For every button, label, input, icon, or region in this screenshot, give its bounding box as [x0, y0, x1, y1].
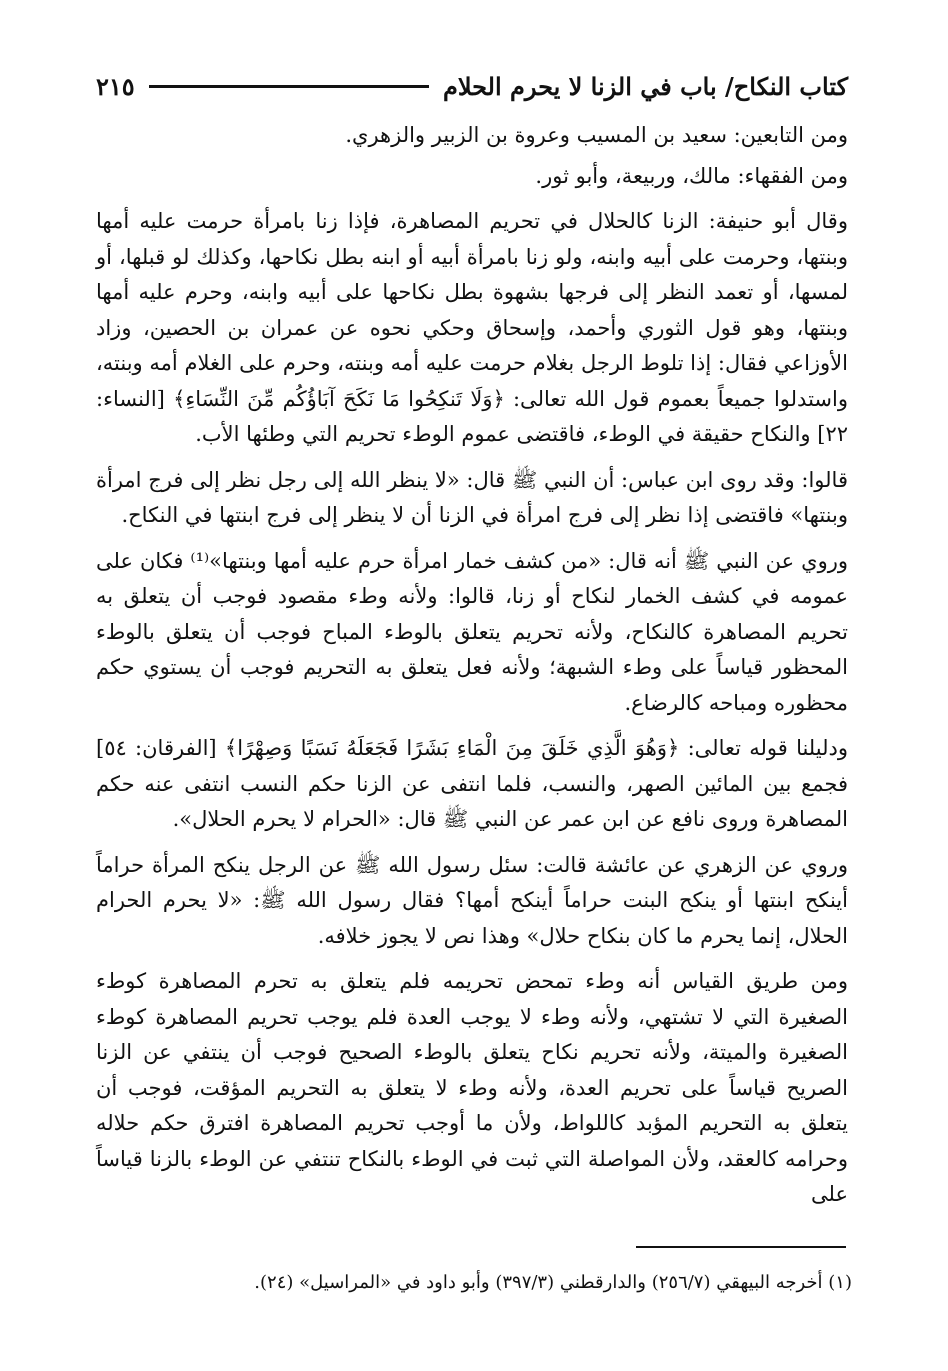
paragraph-abu-hanifa: وقال أبو حنيفة: الزنا كالحلال في تحريم المصاهرة، فإذا زنا بامرأة حرمت عليه أمها وبنتها، وحرمت على أبيه وابنه، ولو زنا بامرأة أبيه أو ابنه بطل نكاحها، وكذلك لو قبلها، أو لمسها، أو تعمد النظر إلى فرجها بشهوة بطل نكاحها على أبيه وابنه، وحرم عليه أمها وبنتها، وهو قول الثوري وأحمد، وإسحاق وحكي نحوه عن عمران بن الحصين، وزاد الأوزاعي فقال: إذا تلوط الرجل بغلام حرمت عليه أمه وبنته، وحرم على الغلام أمه وبنته، واستدلوا جميعاً بعموم قول الله تعالى: ﴿وَلَا تَنكِحُوا مَا نَكَحَ آبَاؤُكُم مِّنَ النِّسَاءِ﴾ [النساء: ٢٢] والنكاح حقيقة في الوطء، فاقتضى عموم الوطء تحريم التي وطئها الأب. — [96, 209, 848, 446]
paragraph-ibn-abbas: قالوا: وقد روى ابن عباس: أن النبي ﷺ قال: «لا ينظر الله إلى رجل نظر إلى فرج امرأة وبنتها» فاقتضى إذا نظر إلى فرج امرأة في الزنا أن لا ينظر إلى فرج ابنتها في النكاح. — [96, 467, 848, 527]
paragraph-fuqaha: ومن الفقهاء: مالك، وربيعة، وأبو ثور. — [535, 163, 848, 188]
running-header — [96, 66, 848, 106]
paragraph-qiyas: ومن طريق القياس أنه وطء تمحض تحريمه فلم يتعلق به تحرم المصاهرة كوطء الصغيرة التي لا تشتهي، ولأنه وطء لا يوجب العدة فلم يوجب تحريم المصاهرة كوطء الصغيرة والميتة، ولأنه تحريم نكاح يتعلق بالوطء الصحيح فوجب أن ينتفي عن الزنا الصريح قياساً على تحريم العدة، ولأنه وطء لا يتعلق به التحريم المؤقت، فوجب أن يتعلق به التحريم المؤبد كاللواط، ولأن ما أوجب تحريم المصاهرة افترق حكم حلاله وحرامه كالعقد، ولأن المواصلة التي ثبت في الوطء بالنكاح تنتفي عن الوطء بالزنا قياساً على — [96, 969, 848, 1206]
paragraph-dalil: ودليلنا قوله تعالى: ﴿وَهُوَ الَّذِي خَلَقَ مِنَ الْمَاءِ بَشَرًا فَجَعَلَهُ نَسَبًا وَصِهْرًا﴾ [الفرقان: ٥٤] فجمع بين المائين الصهر، والنسب، فلما انتفى عن الزنا حكم النسب انتفى عنه حكم المصاهرة وروى نافع عن ابن عمر عن النبي ﷺ قال: «الحرام لا يحرم الحلال». — [96, 736, 848, 831]
header-rule — [149, 85, 429, 88]
chapter-title: كتاب النكاح/ باب في الزنا لا يحرم الحلام — [443, 71, 848, 101]
footnote: (١) أخرجه البيهقي (٢٥٦/٧) والدارقطني (٣٩٧/٣) وأبو داود في «المراسيل» (٢٤). — [254, 1272, 852, 1293]
footnote-separator — [636, 1246, 846, 1248]
paragraph-aisha: وروي عن الزهري عن عائشة قالت: سئل رسول الله ﷺ عن الرجل ينكح المرأة حراماً أينكح ابنتها أو ينكح البنت حراماً أينكح أمها؟ فقال رسول الله ﷺ: «لا يحرم الحرام الحلال، إنما يحرم ما كان بنكاح حلال» وهذا نص لا يجوز خلافه. — [96, 852, 848, 948]
page-number: ٢١٥ — [96, 71, 135, 101]
paragraph-khimar-hadith: وروي عن النبي ﷺ أنه قال: «من كشف خمار امرأة حرم عليه أمها وبنتها»⁽¹⁾ فكان على عمومه في كشف الخمار لنكاح أو زنا، قالوا: ولأنه وطء مقصود فوجب أن يتعلق به تحريم المصاهرة كالنكاح، ولأنه تحريم يتعلق بالوطء المباح فوجب أن يتعلق بالوطء المحظور قياساً على وطء الشبهة؛ ولأنه فعل يتعلق به التحريم فوجب أن يستوي حكم محظوره ومباحه كالرضاع. — [96, 548, 848, 715]
paragraph-tabiun: ومن التابعين: سعيد بن المسيب وعروة بن الزبير والزهري. — [345, 123, 848, 147]
page-body — [96, 118, 848, 1213]
